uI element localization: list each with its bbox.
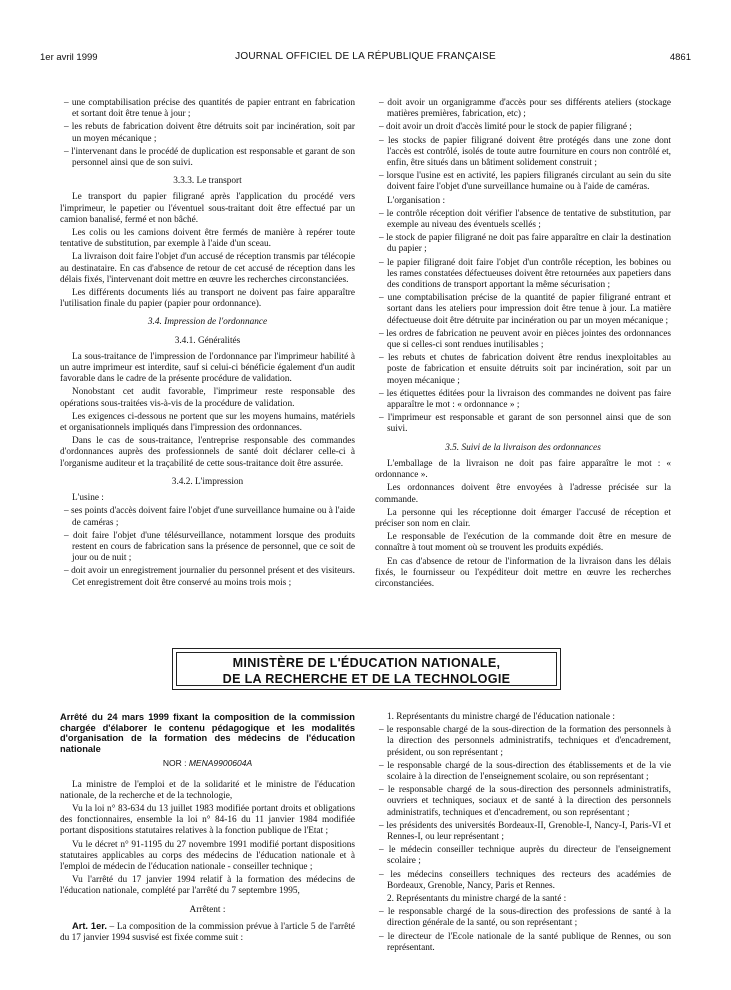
paragraph: – l'intervenant dans le procédé de duplication est responsable et garant de son personnel ainsi que de son suivi. [64, 146, 355, 169]
paragraph: Les différents documents liés au transport ne doivent pas faire apparaître l'utilisation finale du papier (papier pour ordonnance). [60, 288, 355, 310]
paragraph: – lorsque l'usine est en activité, les papiers filigranés circulant au sein du site doivent faire l'objet d'une surveillance humaine ou à l'aide de caméras. [379, 171, 671, 193]
nor-label: NOR : [162, 758, 187, 769]
paragraph: En cas d'absence de retour de l'information de la livraison dans les délais fixés, le fournisseur ou l'expéditeur doit mettre en œuvre les recherches circonstanciées. [375, 556, 671, 589]
paragraph: – les rebuts et chutes de fabrication doivent être rendus inexploitables au poste de fabrication et ensuite détruits soit par incinération, soit par un moyen mécanique ; [379, 353, 671, 386]
paragraph: Le transport du papier filigrané après l'application du procédé vers l'imprimeur, le papetier ou l'éventuel sous-traitant doit être effectué par un camion banalisé, fermé et non bâché. [60, 192, 355, 225]
paragraph: – le responsable chargé de la sous-direction des personnels administratifs, ouvriers et techniques, sociaux et de santé à la direction des personnels administratifs, techniques et d'encadrement, ou son représentant ; [379, 785, 671, 818]
section-heading: 3.5. Suivi de la livraison des ordonnances [445, 442, 601, 453]
paragraph: Le responsable de l'exécution de la commande doit être en mesure de connaître à tout moment où se trouvent les produits expédiés. [375, 532, 671, 554]
nor-code: MENA9900604A [188, 758, 253, 769]
paragraph: – les rebuts de fabrication doivent être détruits soit par incinération, soit par un moyen mécanique ; [64, 122, 355, 144]
section-heading: 3.3.3. Le transport [173, 176, 242, 187]
paragraph: Dans le cas de sous-traitance, l'entreprise responsable des commandes d'ordonnances auprès des professionnels de santé doit déclarer celle-ci à l'organisme auditeur et la traçabilité de cette sous-traitance doit être assurée. [60, 436, 355, 469]
bottom-right-column [375, 712, 671, 956]
paragraph: – doit avoir un enregistrement journalier du personnel présent et des visiteurs. Cet enregistrement doit être conservé au moins trois mois ; [64, 566, 355, 588]
decree-title: Arrêté du 24 mars 1999 fixant la composition de la commission chargée d'élaborer le contenu pédagogique et les modalités d'organisation de la formation des médecins de l'éducation nationale [60, 712, 355, 754]
paragraph: – le responsable chargé de la sous-direction de la formation des personnels à la direction des personnels administratifs, techniques et d'encadrement, président, ou son représentant ; [379, 725, 671, 758]
paragraph: – les stocks de papier filigrané doivent être protégés dans une zone dont l'accès est contrôlé, isolés de toute autre fourniture en cours non contrôlé et, enfin, être situés dans un bâtiment solidement construit ; [379, 135, 671, 169]
paragraph: La personne qui les réceptionne doit émarger l'accusé de réception et préciser son nom en clair. [375, 507, 671, 529]
paragraph: – doit avoir un droit d'accès limité pour le stock de papier filigrané ; [379, 122, 632, 133]
article-label: Art. 1er. [72, 920, 107, 931]
top-left-column [60, 98, 355, 591]
paragraph: – l'imprimeur est responsable et garant de son personnel ainsi que de son suivi. [379, 413, 671, 435]
paragraph: – le contrôle réception doit vérifier l'absence de tentative de substitution, par exemple au niveau des éventuels scellés ; [379, 208, 671, 231]
paragraph: L'organisation : [387, 195, 446, 206]
ministry-title-line-2: DE LA RECHERCHE ET DE LA TECHNOLOGIE [222, 672, 511, 686]
section-heading: 3.4.2. L'impression [171, 476, 244, 487]
paragraph: L'emballage de la livraison ne doit pas faire apparaître le mot : « ordonnance ». [375, 458, 671, 481]
article-text: – La composition de la commission prévue à l'article 5 de l'arrêté du 17 janvier 1994 susvisé est fixée comme suit : [60, 921, 355, 944]
paragraph: Les ordonnances doivent être envoyées à l'adresse précisée sur la commande. [375, 483, 671, 505]
section-heading: 3.4.1. Généralités [174, 335, 241, 346]
paragraph: 1. Représentants du ministre chargé de l'éducation nationale : [387, 712, 615, 722]
paragraph: Les exigences ci-dessous ne portent que sur les moyens humains, matériels et organisationnels impliqués dans l'impression des ordonnances. [60, 411, 355, 434]
arretent-heading: Arrêtent : [189, 904, 226, 915]
paragraph: La ministre de l'emploi et de la solidarité et le ministre de l'éducation nationale, de la recherche et de la technologie, [60, 779, 355, 801]
paragraph: – une comptabilisation précise de la quantité de papier filigrané entrant et sortant dans les ateliers pour impression doit être tenue à jour. La matière défectueuse doit être détruite par incinération ou par un moyen mécanique ; [379, 293, 671, 326]
paragraph: – le directeur de l'Ecole nationale de la santé publique de Rennes, ou son représentant. [379, 931, 671, 953]
paragraph: La sous-traitance de l'impression de l'ordonnance par l'imprimeur habilité à un autre imprimeur est interdite, sauf si celui-ci bénéficie également d'un audit favorable dans le cadre de la présente procédure de validation. [60, 351, 355, 385]
paragraph: L'usine : [72, 493, 104, 504]
paragraph: La livraison doit faire l'objet d'un accusé de réception transmis par télécopie au destinataire. En cas d'absence de retour de cet accusé de réception dans les délais fixés, l'intervenant doit mettre en œuvre les recherches circonstanciées. [60, 252, 355, 285]
paragraph: – le papier filigrané doit faire l'objet d'un contrôle réception, les bobines ou les rames constatées défectueuses doivent être retournées aux papetiers dans des conditions de transport apportant la même sécurisation ; [379, 257, 671, 291]
paragraph: – doit avoir un organigramme d'accès pour ses différents ateliers (stockage matières premières, fabrication, etc) ; [379, 98, 671, 120]
paragraph: – le responsable chargé de la sous-direction des établissements et de la vie scolaire à la direction de l'enseignement scolaire, ou son représentant ; [379, 760, 671, 783]
paragraph: – doit faire l'objet d'une télésurveillance, notamment lorsque des produits restent en cours de fabrication sans la présence de personnel, que ce soit de jour ou de nuit ; [64, 530, 355, 564]
paragraph: Les colis ou les camions doivent être fermés de manière à repérer toute tentative de substitution, par exemple à l'aide d'un sceau. [60, 228, 355, 250]
paragraph: – une comptabilisation précise des quantités de papier entrant en fabrication et sortant doit être tenue à jour ; [64, 98, 355, 120]
paragraph: – les présidents des universités Bordeaux-II, Grenoble-I, Nancy-I, Paris-VI et Rennes-I, ou leur représentant ; [379, 820, 671, 843]
page-header [0, 50, 731, 66]
header-page-number: 4861 [669, 52, 691, 63]
paragraph: Vu le décret n° 91-1195 du 27 novembre 1991 modifié portant dispositions statutaires applicables au corps des médecins de l'éducation nationale et à l'emploi de médecin de l'éducation nationale - conseiller technique ; [60, 839, 355, 872]
paragraph: – le responsable chargé de la sous-direction des professions de santé à la direction générale de la santé, ou son représentant ; [379, 907, 671, 929]
section-heading: 3.4. Impression de l'ordonnance [147, 317, 268, 328]
paragraph: Nonobstant cet audit favorable, l'imprimeur reste responsable des opérations sous-traitées vis-à-vis de la procédure de validation. [60, 387, 355, 409]
ministry-banner-inner [176, 652, 557, 686]
bottom-left-column [60, 712, 355, 946]
header-journal-title: JOURNAL OFFICIEL DE LA RÉPUBLIQUE FRANÇAISE [235, 51, 496, 62]
paragraph: Vu l'arrêté du 17 janvier 1994 relatif à la formation des médecins de l'éducation nationale, complété par l'arrêté du 7 septembre 1995, [60, 875, 355, 897]
header-date: 1er avril 1999 [40, 52, 98, 63]
nor-reference [60, 758, 355, 769]
paragraph: – les ordres de fabrication ne peuvent avoir en pièces jointes des ordonnances que si celles-ci sont rendues inutilisables ; [379, 328, 671, 351]
paragraph: – le médecin conseiller technique auprès du directeur de l'enseignement scolaire ; [379, 845, 671, 867]
ministry-title-line-1: MINISTÈRE DE L'ÉDUCATION NATIONALE, [232, 656, 501, 670]
top-right-column [375, 98, 671, 592]
paragraph: – le stock de papier filigrané ne doit pas faire apparaître en clair la destination du papier ; [379, 233, 671, 255]
paragraph: – les étiquettes éditées pour la livraison des commandes ne doivent pas faire apparaître le mot : « ordonnance » ; [379, 388, 671, 411]
paragraph: – ses points d'accès doivent faire l'objet d'une surveillance humaine ou à l'aide de caméras ; [64, 506, 355, 528]
paragraph: Vu la loi n° 83-634 du 13 juillet 1983 modifiée portant droits et obligations des fonctionnaires, ensemble la loi n° 84-16 du 11 janvier 1984 modifiée portant dispositions statutaires relatives à la fonction publique de l'Etat ; [60, 803, 355, 837]
paragraph: – les médecins conseillers techniques des recteurs des académies de Bordeaux, Grenoble, Nancy, Paris et Rennes. [379, 869, 671, 891]
paragraph: 2. Représentants du ministre chargé de la santé : [387, 894, 567, 905]
ministry-banner [172, 648, 561, 690]
article-1 [60, 921, 355, 944]
